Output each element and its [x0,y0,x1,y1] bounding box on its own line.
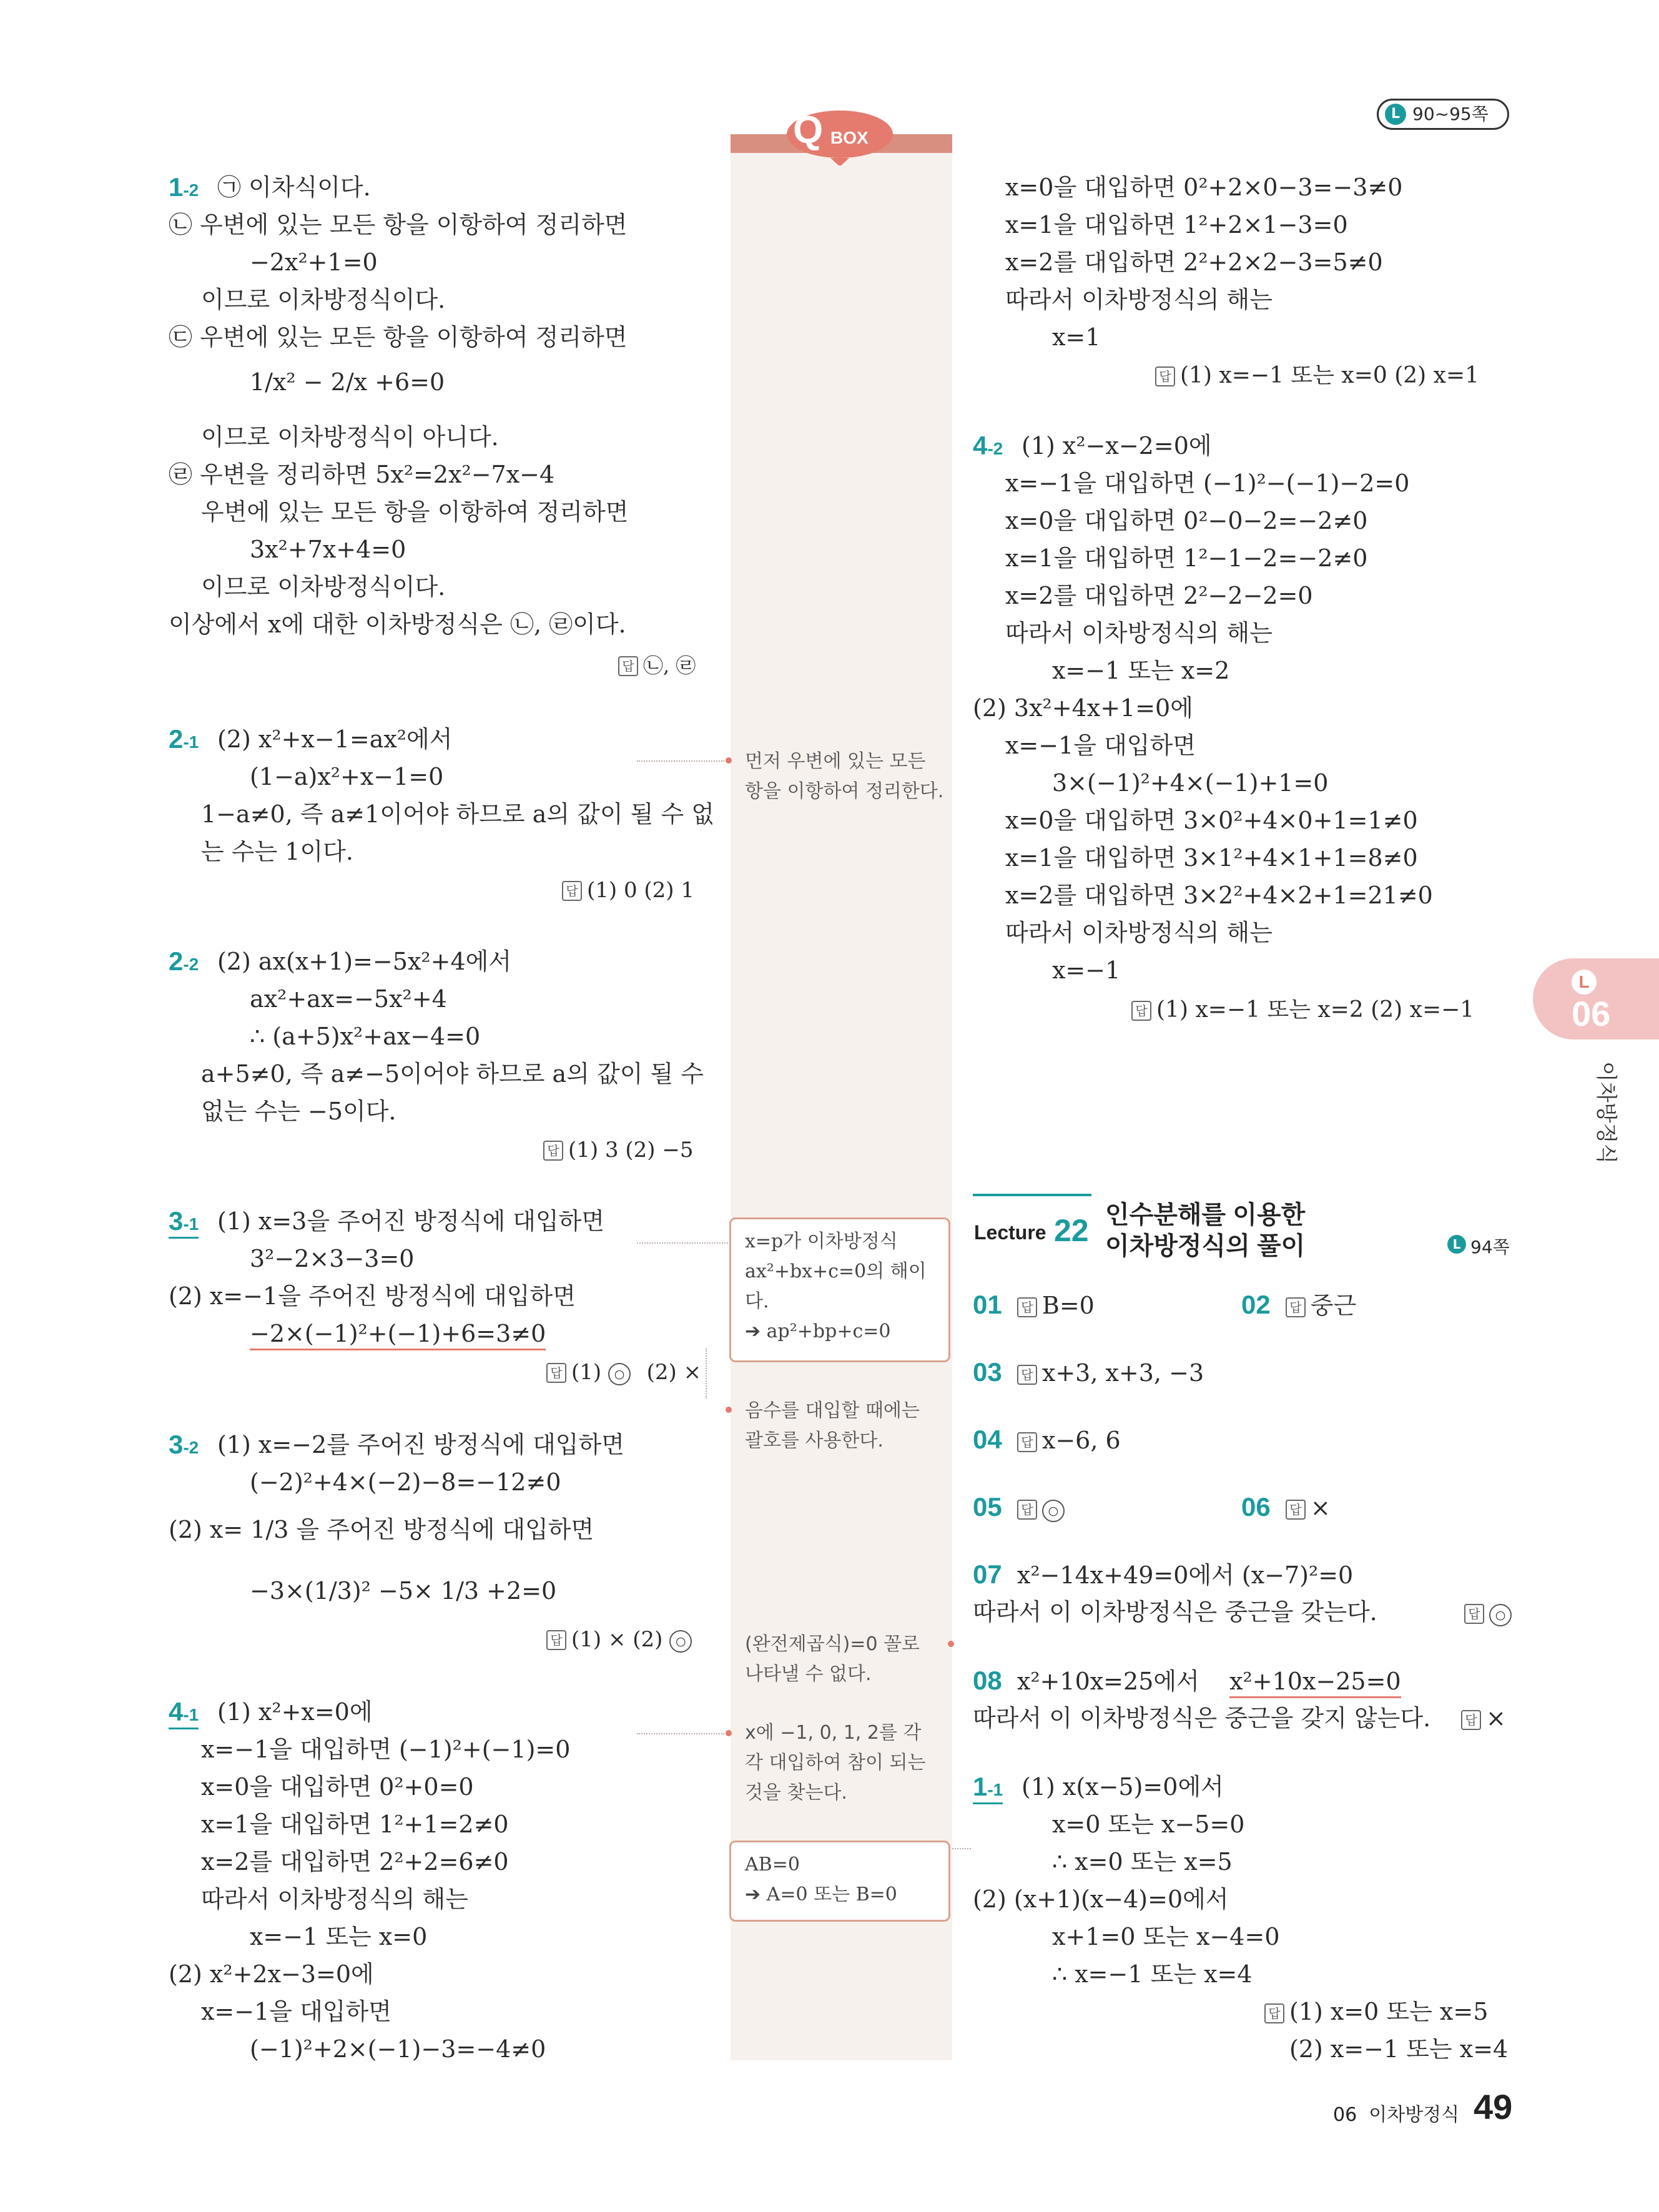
quick-answer: 06 답 × [1241,1492,1331,1521]
solution-line: (1) x²−x−2=0에 [1021,432,1212,460]
lecture-header [973,1194,1510,1262]
solution-line: 우변에 있는 모든 항을 이항하여 정리하면 [201,498,629,526]
answer: 답 × [1461,1703,1506,1733]
answer-icon: 답 [1017,1500,1037,1520]
solution-line: −3×(1/3)² −5× 1/3 +2=0 [250,1577,557,1605]
lecture-number: 22 [1054,1213,1089,1248]
note-connector [637,760,724,762]
solution-line: 는 수는 1이다. [201,838,353,865]
solution-line: 따라서 이차방정식의 해는 [1005,286,1273,313]
solution-line: x=−1을 대입하면 [201,1998,391,2025]
solution-line: −2x²+1=0 [250,248,378,276]
lecture-label: Lecture [974,1221,1046,1244]
answer-icon: 답 [1017,1432,1037,1452]
problem-number: 4-2 [973,431,1003,460]
solution-line: x=−1을 대입하면 (−1)²+(−1)=0 [201,1736,571,1763]
l-icon: L [1385,104,1406,125]
answer: 답 (1) x=−1 또는 x=0 (2) x=1 [1155,361,1479,391]
circle-mark-icon: ○ [608,1363,631,1385]
solution-line: 이므로 이차방정식이다. [201,573,446,601]
qbox-title-box: BOX [830,128,869,147]
solution-line: ㉢ 우변에 있는 모든 항을 이항하여 정리하면 [169,323,628,351]
quick-answer: 03 답 x+3, x+3, −3 [973,1357,1204,1387]
note-dot [948,1641,954,1647]
problem-number: 4-1 [169,1697,199,1730]
solution-line: (1) x²+x=0에 [217,1698,373,1726]
answer-icon: 답 [1286,1500,1306,1520]
solution-fraction-line: 1/x² − 2/x +6=0 [250,368,445,396]
solution-line: x=0을 대입하면 0²+2×0−3=−3≠0 [1005,174,1403,201]
lecture-title: 이차방정식의 풀이 [1105,1232,1306,1260]
circle-mark-icon: ○ [1489,1604,1512,1626]
solution-line: (2) (x+1)(x−4)=0에서 [973,1885,1229,1913]
answer-icon: 답 [1017,1297,1037,1317]
page-ref-text: 90~95쪽 [1412,104,1489,124]
solution-line: ㉡ 우변에 있는 모든 항을 이항하여 정리하면 [169,211,628,238]
solution-line: 1−a≠0, 즉 a≠1이어야 하므로 a의 값이 될 수 없 [201,800,714,828]
note-dot [726,757,732,764]
solution-line: x+1=0 또는 x−4=0 [1052,1923,1280,1950]
solution-line: 따라서 이 이차방정식은 중근을 갖지 않는다. [973,1704,1431,1732]
answer: 답 (1) x=0 또는 x=5 [1264,1997,1488,2027]
problem-number: 1-1 [973,1772,1003,1805]
solution-line: x=2를 대입하면 2²+2=6≠0 [201,1848,509,1875]
solution-line: (−2)²+4×(−2)−8=−12≠0 [250,1468,561,1496]
solution-line: x=0을 대입하면 0²−0−2=−2≠0 [1005,507,1368,534]
note-connector [637,1242,731,1244]
problem-line: 07 x²−14x+49=0에서 (x−7)²=0 [973,1560,1354,1589]
solution-line: 따라서 이차방정식의 해는 [201,1885,468,1913]
qbox-concept-box: x=p가 이차방정식 ax²+bx+c=0의 해이 다. ➔ ap²+bp+c=0 [729,1217,950,1362]
qbox-note: 음수를 대입할 때에는 괄호를 사용한다. [745,1400,920,1452]
answer-icon: 답 [1017,1365,1037,1385]
answer: 답 (1) × (2) ○ [546,1625,694,1654]
answer [1464,1597,1514,1627]
answer-icon: 답 [543,1141,563,1161]
qbox-title-q: Q [793,109,824,152]
qbox-concept-box: AB=0 ➔ A=0 또는 B=0 [729,1841,950,1922]
answer-icon: 답 [546,1363,566,1383]
answer: (2) x=−1 또는 x=4 [1289,2035,1509,2063]
solution-line: x=0 또는 x−5=0 [1052,1811,1245,1838]
solution-line: 없는 수는 −5이다. [201,1098,396,1125]
solution-line: (−1)²+2×(−1)−3=−4≠0 [250,2035,546,2063]
solution-line: ax²+ax=−5x²+4 [250,985,447,1013]
circle-mark-icon: ○ [669,1630,692,1653]
solution-line: (1) x=−2를 주어진 방정식에 대입하면 [217,1431,624,1458]
solution-line: 3×(−1)²+4×(−1)+1=0 [1052,769,1329,797]
solution-line: a+5≠0, 즉 a≠−5이어야 하므로 a의 값이 될 수 [201,1060,704,1088]
solution-line: (1−a)x²+x−1=0 [250,763,444,790]
problem-number: 3-1 [169,1206,199,1239]
solution-line: x=1을 대입하면 1²+1=2≠0 [201,1811,509,1838]
answer-icon: 답 [1155,366,1175,386]
footer-chapter: 06 이차방정식 [1333,2104,1460,2126]
lecture-title: 인수분해를 이용한 [1105,1201,1306,1229]
qbox-note: 먼저 우변에 있는 모든 항을 이항하여 정리한다. [745,750,944,802]
answer: 답 ㉡, ㉣ [618,651,696,681]
note-dot [726,1730,732,1736]
answer: 답 (1) 3 (2) −5 [543,1135,694,1165]
solution-line: 3x²+7x+4=0 [250,536,406,563]
note-connector [952,1848,971,1849]
solution-line: x=1 [1052,323,1101,351]
answer-icon: 답 [546,1630,566,1650]
solution-line: ㉣ 우변을 정리하면 5x²=2x²−7x−4 [169,461,555,488]
circle-mark-icon: ○ [1042,1500,1065,1522]
page-ref-badge [1377,99,1509,130]
problem-number: 3-2 [169,1430,199,1459]
solution-line: 이상에서 x에 대한 이차방정식은 ㉡, ㉣이다. [169,611,626,638]
solution-line: x=−1 [1052,956,1121,984]
l-icon: L [1572,970,1597,995]
solution-line: ∴ x=0 또는 x=5 [1052,1848,1233,1875]
solution-line: 3²−2×3−3=0 [250,1245,415,1272]
solution-line: (2) x²+x−1=ax²에서 [217,725,453,753]
answer-icon: 답 [1264,2003,1284,2023]
answer-icon: 답 [1286,1297,1306,1317]
answer-icon: 답 [618,656,638,676]
answer: 답 (1) ○ (2) × [546,1357,701,1387]
page-number: 49 [1474,2087,1513,2126]
solution-line: x=−1을 대입하면 (−1)²−(−1)−2=0 [1005,469,1410,497]
solution-line: 따라서 이차방정식의 해는 [1005,619,1273,647]
answer: 답 (1) 0 (2) 1 [562,875,694,905]
problem-number: 1-2 [169,172,199,202]
solution-line: x=0을 대입하면 3×0²+4×0+1=1≠0 [1005,807,1418,834]
quick-answer: 05 답 ○ [973,1492,1067,1523]
solution-line: (1) x=3을 주어진 방정식에 대입하면 [217,1207,605,1235]
solution-line: ∴ (a+5)x²+ax−4=0 [250,1023,481,1050]
lecture-page-ref: 94쪽 [1470,1237,1510,1257]
l-icon: L [1447,1235,1466,1254]
answer-icon: 답 [562,881,582,901]
solution-line: −2×(−1)²+(−1)+6=3≠0 [250,1319,546,1349]
solution-line: x=1을 대입하면 1²−1−2=−2≠0 [1005,544,1368,572]
solution-line: x=−1을 대입하면 [1005,732,1196,759]
answer-icon: 답 [1461,1710,1481,1730]
solution-line: x=2를 대입하면 3×2²+4×2+1=21≠0 [1005,882,1433,909]
chapter-side-label: 이차방정식 [1593,1061,1618,1164]
solution-line: x=−1 또는 x=2 [1052,657,1230,684]
solution-line: (2) x=−1을 주어진 방정식에 대입하면 [169,1282,576,1310]
problem-number: 2-1 [169,724,199,754]
qbox-note: x에 −1, 0, 1, 2를 각 각 대입하여 참이 되는 것을 찾는다. [745,1722,926,1804]
solution-line: (1) x(x−5)=0에서 [1021,1773,1224,1801]
answer: 답 (1) x=−1 또는 x=2 (2) x=−1 [1131,995,1474,1025]
qbox-note: (완전제곱식)=0 꼴로 나타낼 수 없다. [745,1633,920,1685]
solution-line: (2) 3x²+4x+1=0에 [973,694,1193,722]
note-dot [726,1407,732,1413]
answer-icon: 답 [1464,1604,1484,1624]
answer-icon: 답 [1131,1001,1151,1021]
solution-line: x=1을 대입하면 1²+2×1−3=0 [1005,211,1348,238]
solution-line: (2) x= 1/3 을 주어진 방정식에 대입하면 [169,1516,594,1543]
note-connector [706,1349,707,1398]
solution-line: x=2를 대입하면 2²−2−2=0 [1005,582,1313,609]
chapter-number: 06 [1572,994,1611,1033]
qbox-header [731,109,952,159]
quick-answer: 02 답 중근 [1241,1290,1357,1319]
quick-answer: 01 답 B=0 [973,1290,1095,1319]
solution-line: x=2를 대입하면 2²+2×2−3=5≠0 [1005,248,1383,276]
solution-line: x=0을 대입하면 0²+0=0 [201,1773,474,1801]
solution-line: 이므로 이차방정식이 아니다. [201,423,499,451]
chapter-side-tab [1533,958,1659,1040]
solution-line: 이므로 이차방정식이다. [201,286,446,313]
solution-line: ㉠ 이차식이다. [217,174,371,201]
problem-number: 2-2 [169,946,199,976]
note-connector [637,1733,724,1734]
solution-line: ∴ x=−1 또는 x=4 [1052,1960,1253,1988]
solution-line: (2) ax(x+1)=−5x²+4에서 [217,948,512,975]
solution-line: (2) x²+2x−3=0에 [169,1960,374,1988]
solution-line: x=1을 대입하면 3×1²+4×1+1=8≠0 [1005,844,1418,872]
solution-line: x=−1 또는 x=0 [250,1923,428,1950]
quick-answer: 04 답 x−6, 6 [973,1425,1121,1454]
solution-line: 따라서 이차방정식의 해는 [1005,919,1273,946]
solution-line: 따라서 이 이차방정식은 중근을 갖는다. [973,1598,1377,1626]
problem-line: 08 x²+10x=25에서 x²+10x−25=0 [973,1666,1401,1696]
